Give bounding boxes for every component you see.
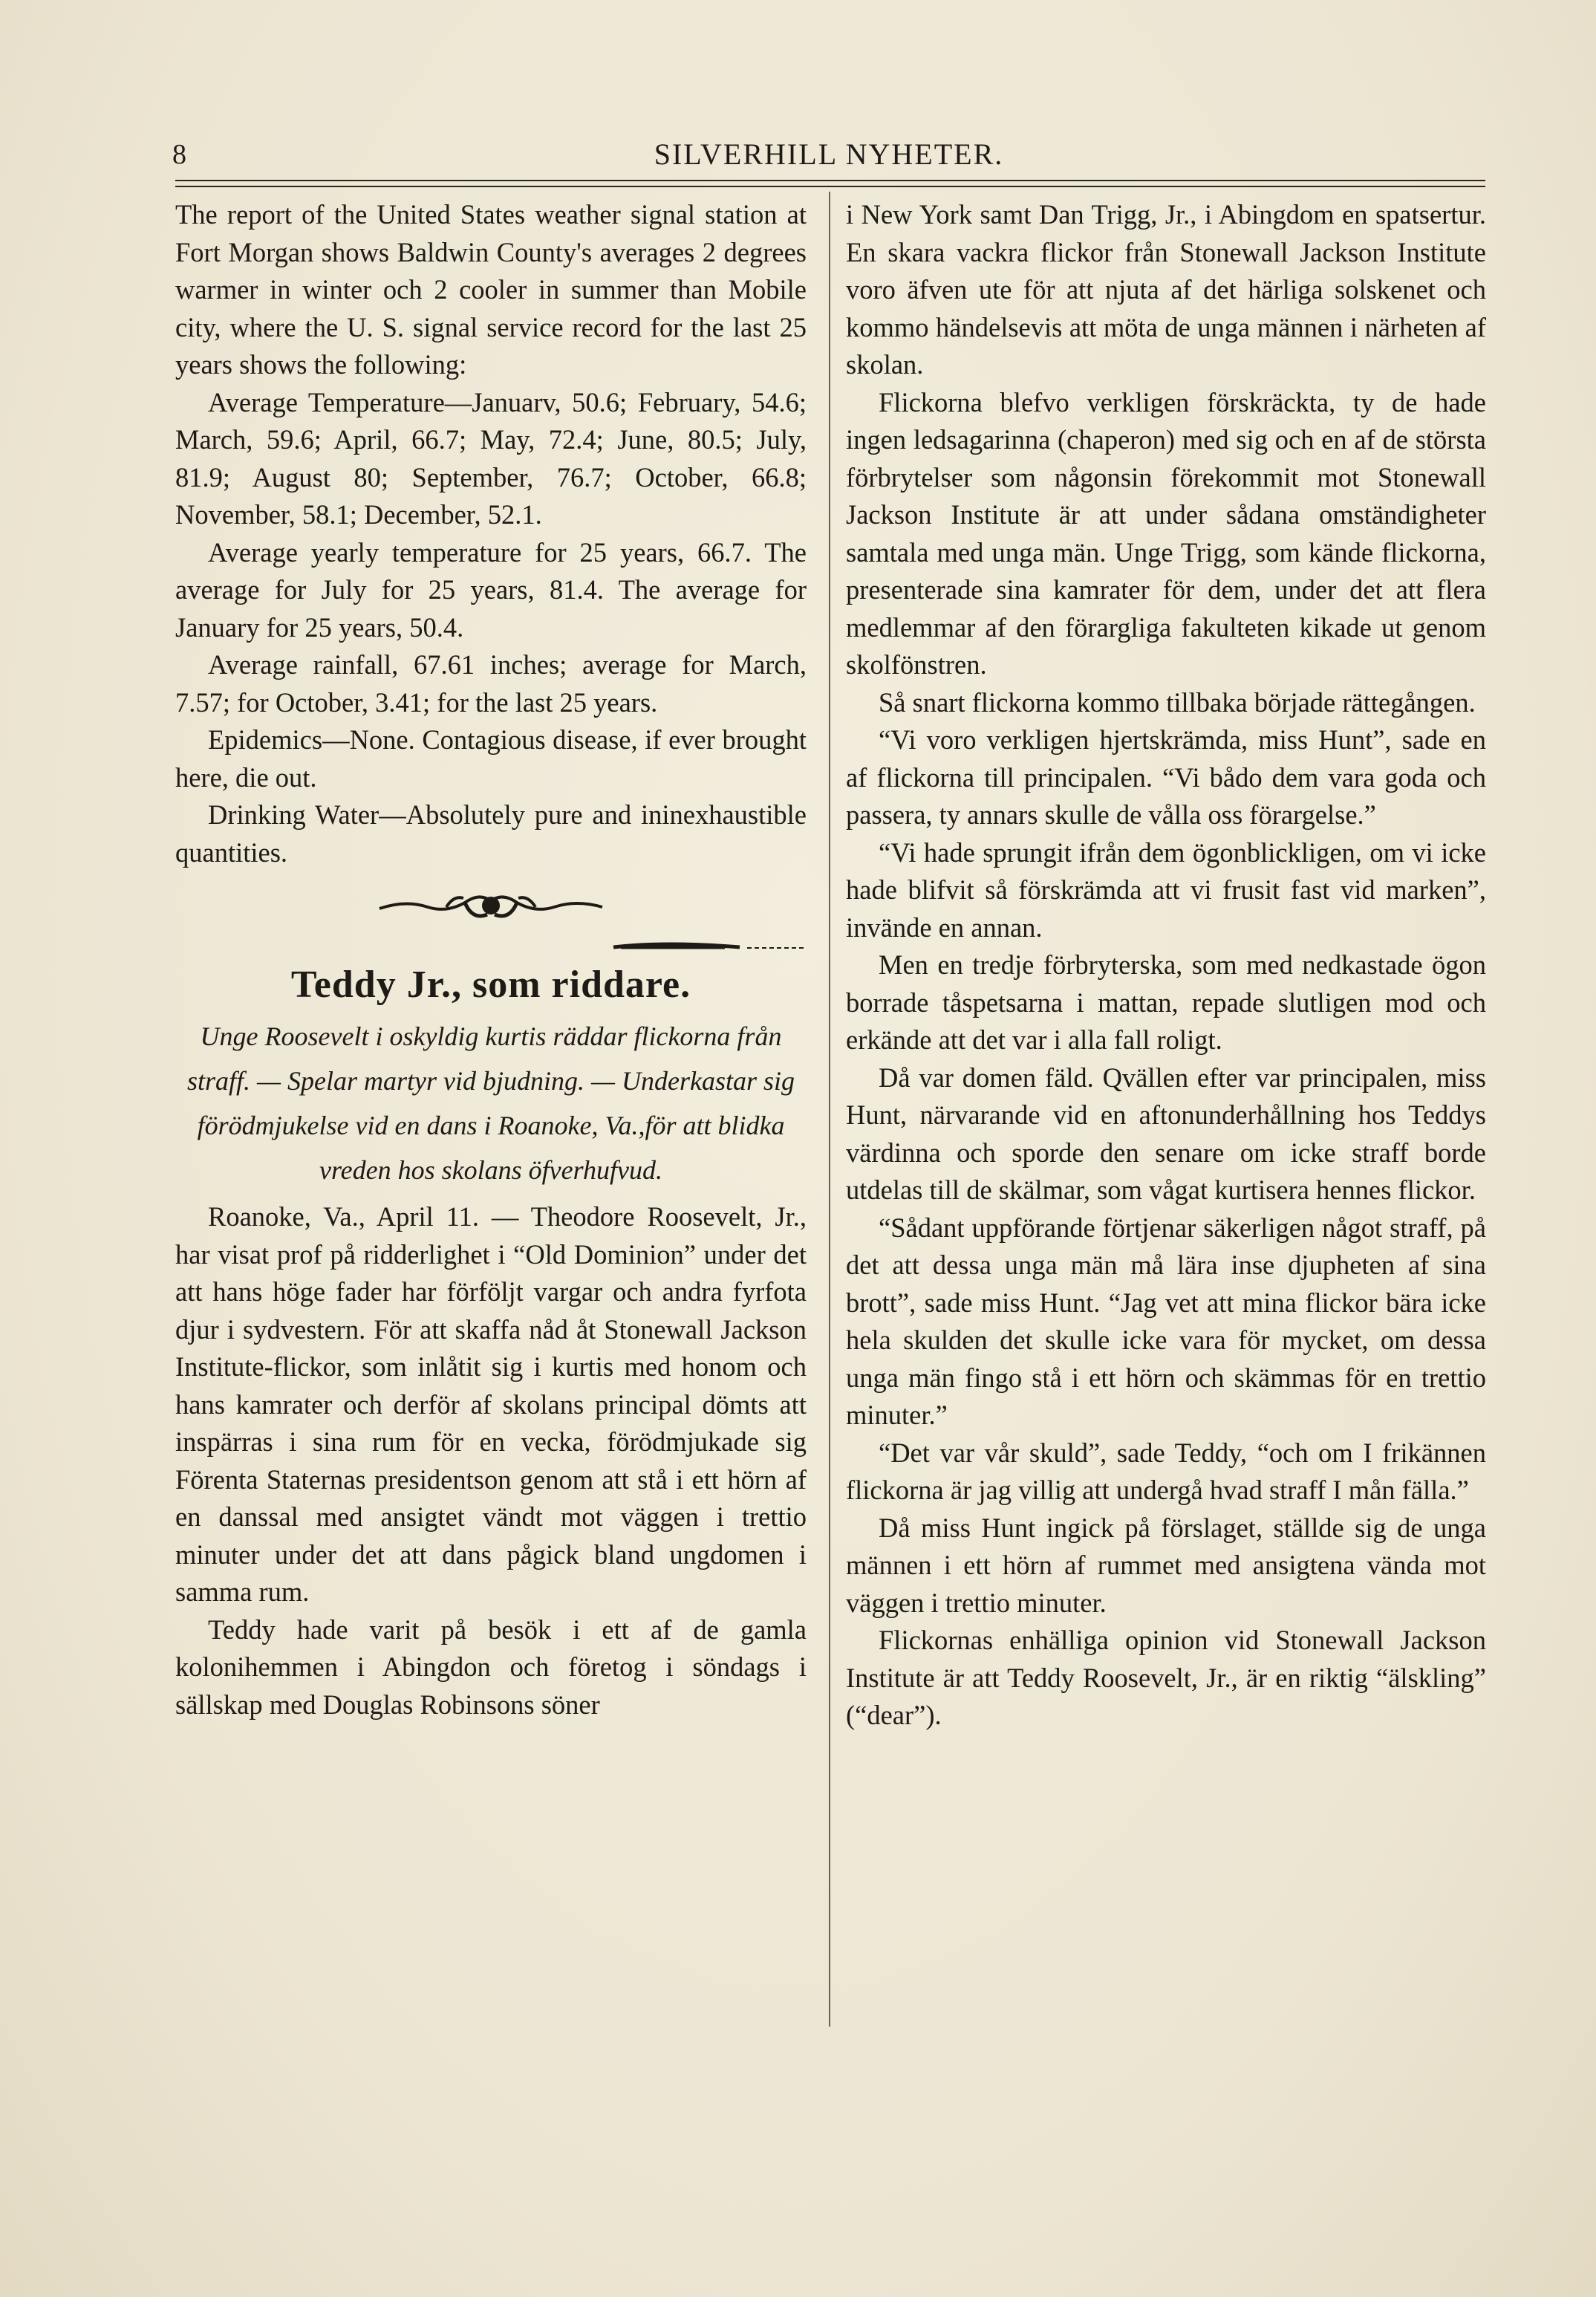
- left-column: [175, 196, 807, 1723]
- article-paragraph: “Vi hade sprungit ifrån dem ögonblickligen, om vi icke hade blifvit så förskrämda att vi frusit fast vid marken”, invände en annan.: [846, 836, 1486, 943]
- article-title: Teddy Jr., som riddare.: [290, 964, 691, 1006]
- article-subhead: Unge Roosevelt i oskyldig kurtis räddar flickorna från straff. — Spelar martyr vid bjudning. — Underkastar sig förödmjukelse vid en dans i Roanoke, Va.,för att blidka vreden hos skolans öfverhufvud.: [186, 1021, 795, 1185]
- decorative-rule: [591, 937, 814, 959]
- weather-paragraph: Epidemics—None. Contagious disease, if ever brought here, die out.: [175, 724, 807, 793]
- header-rule-top: [175, 180, 1485, 181]
- page-header: [172, 132, 1485, 177]
- article-paragraph: i New York samt Dan Trigg, Jr., i Abingdom en spatsertur. En skara vackra flickor från Stonewall Jackson Institute voro äfven ute för att njuta af det härliga solskenet och kommo händelsevis att möta de unga männen i närheten af skolan.: [846, 199, 1486, 380]
- weather-paragraph: Average yearly temperature for 25 years, 66.7. The average for July for 25 years, 81.4. The average for January for 25 years, 50.4.: [175, 536, 807, 643]
- page-number: 8: [172, 139, 186, 170]
- decorative-ornament: [376, 885, 606, 929]
- masthead-title: SILVERHILL NYHETER.: [654, 137, 1004, 171]
- right-column: [846, 196, 1486, 1735]
- article-paragraph: Flickorna blefvo verkligen förskräckta, ty de hade ingen ledsagarinna (chaperon) med sig och en af de största förbrytelser som någonsin förekommit mot Stonewall Jackson Institute är att under sådana omständigheter samtala med unga män. Unge Trigg, som kände flickorna, presenterade sina kamrater för dem, under det att flera medlemmar af den förargliga fakulteten kikade ut genom skolfönstren.: [846, 386, 1486, 680]
- header-rule-bottom: [175, 186, 1485, 187]
- weather-paragraph: Average Temperature—Januarv, 50.6; February, 54.6; March, 59.6; April, 66.7; May, 72.4; June, 80.5; July, 81.9; August 80; September, 76.7; October, 66.8; November, 58.1; December, 52.1.: [175, 386, 807, 530]
- article-paragraph: Då miss Hunt ingick på förslaget, ställde sig de unga männen i ett hörn af rummet med ansigtena vända mot väggen i trettio minuter.: [846, 1512, 1486, 1618]
- column-divider: [829, 192, 830, 2027]
- weather-paragraph: The report of the United States weather signal station at Fort Morgan shows Baldwin County's averages 2 degrees warmer in winter och 2 cooler in summer than Mobile city, where the U. S. signal service record for the last 25 years shows the following:: [175, 199, 807, 380]
- weather-paragraph: Drinking Water—Absolutely pure and ininexhaustible quantities.: [175, 799, 807, 868]
- article-paragraph: “Vi voro verkligen hjertskrämda, miss Hunt”, sade en af flickorna till principalen. “Vi bådo dem vara goda och passera, ty annars skulle de vålla oss förargelse.”: [846, 724, 1486, 830]
- article-paragraph: Då var domen fäld. Qvällen efter var principalen, miss Hunt, närvarande vid en aftonunderhållning hos Teddys värdinna och sporde den senare om icke straff borde utdelas till de skälmar, som vågat kurtisera hennes flickor.: [846, 1062, 1486, 1205]
- article-paragraph: “Sådant uppförande förtjenar säkerligen något straff, på det att dessa unga män må lära inse djupheten af sina brott”, sade miss Hunt. “Jag vet att mina flickor bära icke hela skulden det skulle icke vara för mycket, om dessa unga män fingo stå i ett hörn och skämmas för en trettio minuter.”: [846, 1212, 1486, 1430]
- weather-paragraph: Average rainfall, 67.61 inches; average for March, 7.57; for October, 3.41; for the last 25 years.: [175, 649, 807, 718]
- article-paragraph: Roanoke, Va., April 11. — Theodore Roosevelt, Jr., har visat prof på ridderlighet i “Old Dominion” under det att hans höge fader har förföljt vargar och andra fyrfota djur i sydvestern. För att skaffa nåd åt Stonewall Jackson Institute-flickor, som inlåtit sig i kurtis med honom och hans kamrater och derför af skolans principal dömts att inspärras i sina rum för en vecka, förödmjukade sig Förenta Staternas presidentson genom att stå i ett hörn af en danssal med ansigtet vändt mot väggen i trettio minuter under det att dans pågick bland ungdomen i samma rum.: [175, 1201, 807, 1607]
- article-paragraph: Flickornas enhälliga opinion vid Stonewall Jackson Institute är att Teddy Roosevelt, Jr., är en riktig “älskling” (“dear”).: [846, 1625, 1486, 1730]
- article-paragraph: Men en tredje förbryterska, som med nedkastade ögon borrade tåspetsarna i mattan, repade slutligen mod och erkände att det var i alla fall roligt.: [846, 949, 1486, 1055]
- article-paragraph: Så snart flickorna kommo tillbaka började rättegången.: [879, 686, 1476, 718]
- article-paragraph: “Det var vår skuld”, sade Teddy, “och om I frikännen flickorna är jag villig att undergå hvad straff I mån fälla.”: [846, 1437, 1486, 1505]
- article-paragraph: Teddy hade varit på besök i ett af de gamla kolonihemmen i Abingdon och företog i söndags i sällskap med Douglas Robinsons söner: [175, 1614, 807, 1720]
